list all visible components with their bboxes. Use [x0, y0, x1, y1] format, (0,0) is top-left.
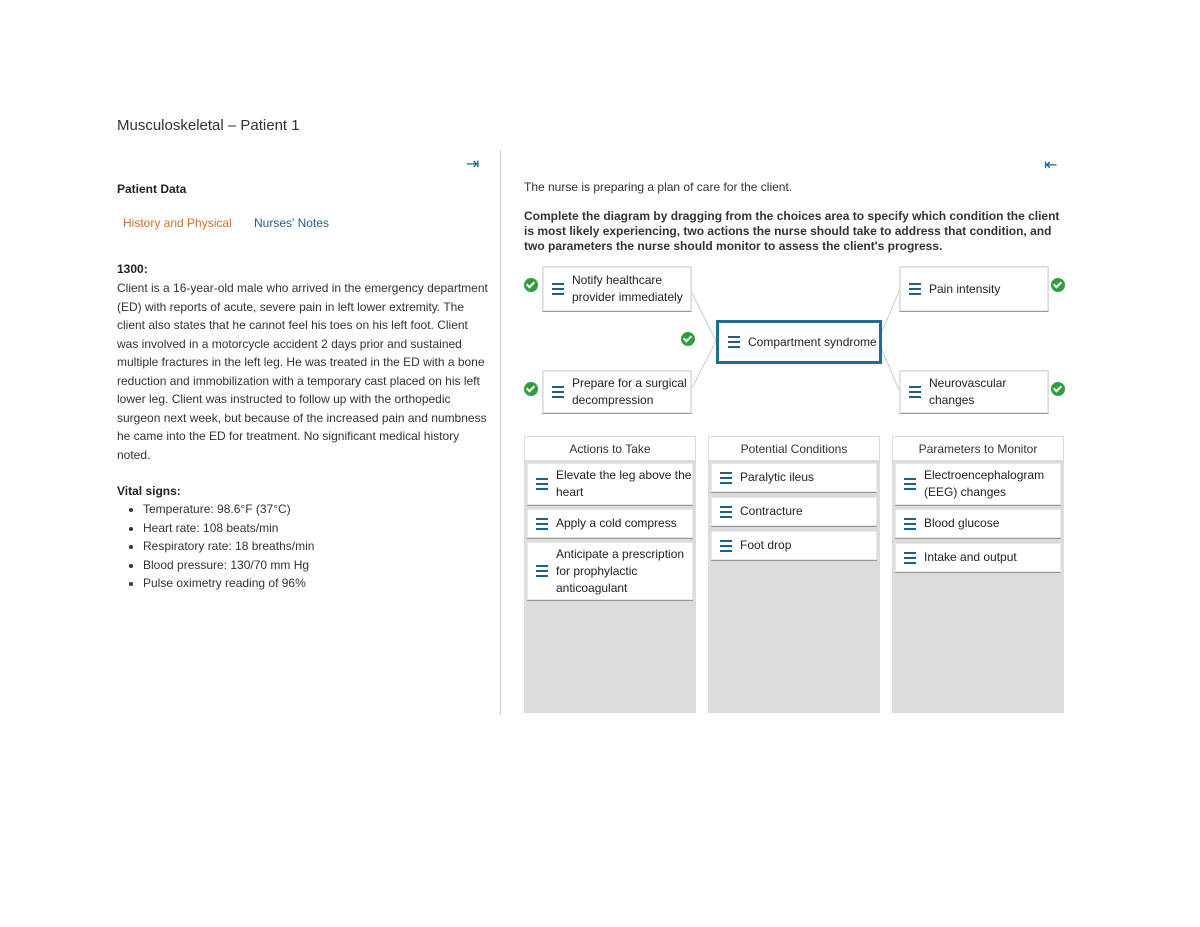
- drag-handle-icon[interactable]: [532, 516, 552, 531]
- correct-check-icon: [681, 332, 695, 346]
- choice-card-label: Contracture: [740, 504, 803, 518]
- vital-temperature: • Temperature: 98.6°F (37°C): [143, 500, 314, 519]
- parameters-column: [892, 436, 1064, 713]
- parameters-column-header: Parameters to Monitor: [892, 436, 1064, 461]
- expand-panel-icon[interactable]: ⇤: [1044, 157, 1058, 174]
- drag-handle-icon[interactable]: [548, 385, 568, 400]
- patient-data-heading: Patient Data: [117, 182, 187, 196]
- action-slot-1-label: Notify healthcare provider immediately: [572, 273, 683, 304]
- action-slot-2[interactable]: [542, 370, 692, 414]
- vital-blood-pressure: • Blood pressure: 130/70 mm Hg: [143, 556, 314, 575]
- correct-check-icon: [524, 382, 538, 396]
- choice-card-label: Paralytic ileus: [740, 470, 815, 484]
- correct-check-icon: [524, 278, 538, 292]
- drag-handle-icon[interactable]: [900, 516, 920, 531]
- drag-handle-icon[interactable]: [900, 477, 920, 492]
- note-body: Client is a 16-year-old male who arrived in the emergency department (ED) with reports of acute, severe pain in left lower extremity. The client also states that he cannot feel his toes on his left foot. Client was involved in a motorcycle accident 2 days prior and sustained multiple fractures in the left leg. He was treated in the ED with a bone reduction and immobilization with a temporary cast placed on his left lower leg. Client was instructed to follow up with the orthopedic surgeon next week, but because of the increased pain and numbness he came into the ED for treatment. No significant medical history noted.: [117, 281, 488, 462]
- parameter-slot-1-label: Pain intensity: [929, 281, 1001, 296]
- choice-card-label: Intake and output: [924, 550, 1017, 564]
- drag-handle-icon[interactable]: [724, 335, 744, 350]
- drag-handle-icon[interactable]: [548, 282, 568, 297]
- actions-column: [524, 436, 696, 713]
- choice-card[interactable]: [895, 543, 1061, 573]
- tab-nurses-notes[interactable]: Nurses' Notes: [254, 216, 329, 230]
- tab-history-and-physical[interactable]: History and Physical: [123, 216, 232, 230]
- question-prompt: The nurse is preparing a plan of care for the client.: [524, 180, 793, 194]
- conditions-column-header: Potential Conditions: [708, 436, 880, 461]
- actions-column-header: Actions to Take: [524, 436, 696, 461]
- parameter-slot-2-label: Neurovascular changes: [929, 376, 1007, 407]
- drag-handle-icon[interactable]: [532, 564, 552, 579]
- choice-card[interactable]: [527, 542, 693, 601]
- action-slot-2-label: Prepare for a surgical decompression: [572, 376, 687, 407]
- condition-slot[interactable]: [716, 320, 882, 364]
- parameter-slot-1[interactable]: [899, 266, 1049, 312]
- vitals-heading: Vital signs:: [117, 484, 181, 498]
- choice-card-label: Elevate the leg above the heart: [556, 468, 692, 499]
- drag-handle-icon[interactable]: [905, 385, 925, 400]
- choice-card[interactable]: [711, 531, 877, 561]
- vital-heart-rate: • Heart rate: 108 beats/min: [143, 519, 314, 538]
- condition-slot-label: Compartment syndrome: [748, 334, 877, 349]
- drag-handle-icon[interactable]: [900, 550, 920, 565]
- choice-card-label: Electroencephalogram (EEG) changes: [924, 468, 1045, 499]
- drag-handle-icon[interactable]: [716, 538, 736, 553]
- vital-respiratory-rate: • Respiratory rate: 18 breaths/min: [143, 537, 314, 556]
- choice-card[interactable]: [711, 463, 877, 493]
- drag-handle-icon[interactable]: [532, 477, 552, 492]
- choice-card[interactable]: [527, 509, 693, 539]
- choice-card[interactable]: [711, 497, 877, 527]
- page-title: Musculoskeletal – Patient 1: [117, 117, 300, 134]
- choice-card-label: Anticipate a prescription for prophylactic anticoagulant: [556, 546, 685, 595]
- drag-handle-icon[interactable]: [716, 470, 736, 485]
- vital-pulse-oximetry: • Pulse oximetry reading of 96%: [143, 574, 314, 593]
- drag-handle-icon[interactable]: [716, 504, 736, 519]
- correct-check-icon: [1051, 382, 1065, 396]
- conditions-column: [708, 436, 880, 713]
- action-slot-1[interactable]: [542, 266, 692, 312]
- choice-card[interactable]: [895, 509, 1061, 539]
- choice-card[interactable]: [527, 463, 693, 506]
- parameter-slot-2[interactable]: [899, 370, 1049, 414]
- correct-check-icon: [1051, 278, 1065, 292]
- collapse-panel-icon[interactable]: ⇥: [466, 156, 480, 173]
- choice-card-label: Blood glucose: [924, 516, 1000, 530]
- choice-card-label: Apply a cold compress: [556, 516, 677, 530]
- note-timestamp: 1300:: [117, 262, 148, 276]
- drag-handle-icon[interactable]: [905, 282, 925, 297]
- choice-card-label: Foot drop: [740, 538, 792, 552]
- question-instruction: Complete the diagram by dragging from the choices area to specify which condition the client is most likely experiencing, two actions the nurse should take to address that condition, and two parameters the nurse should monitor to assess the client's progress.: [524, 209, 1060, 253]
- choice-card[interactable]: [895, 463, 1061, 506]
